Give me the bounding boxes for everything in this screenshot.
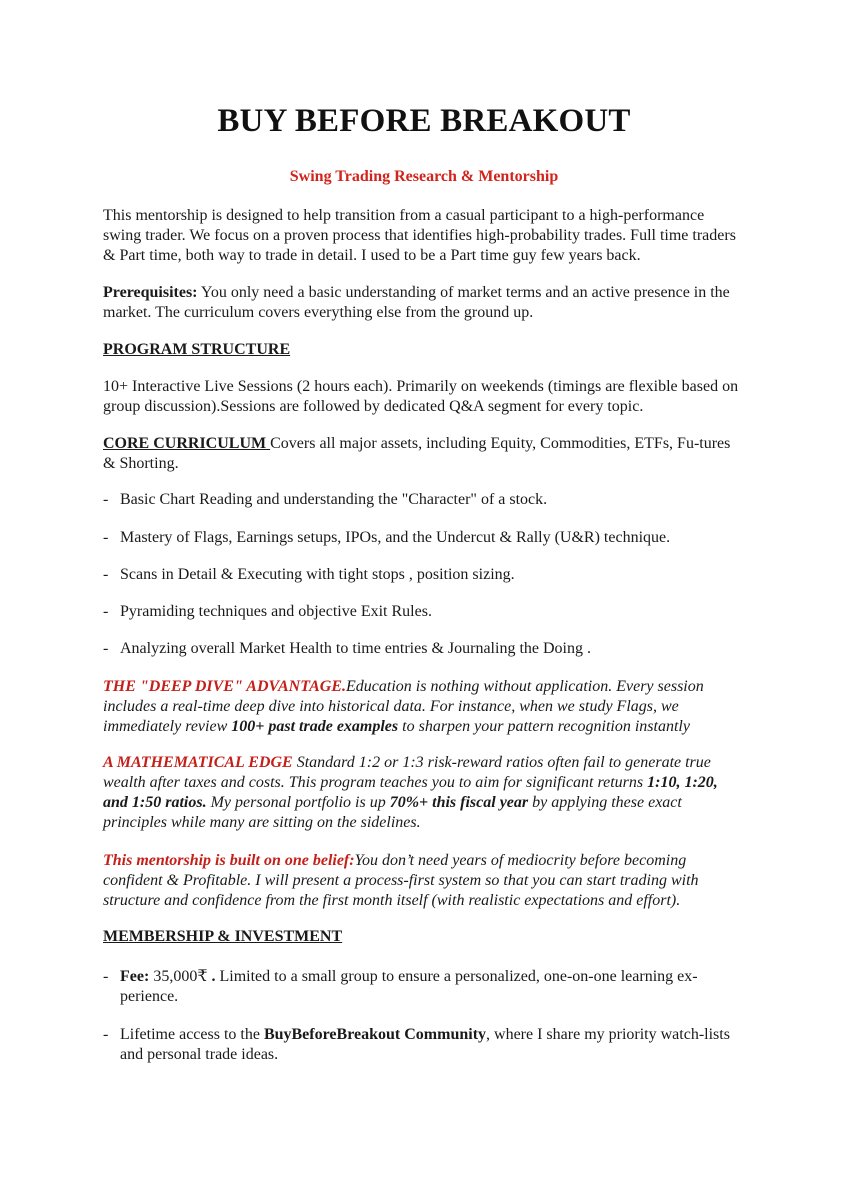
intro-paragraph: This mentorship is designed to help transition from a casual participant to a high-performance swing trader. We focus on a proven process that identifies high-probability trades. Full time traders & Part time, both way to trade in detail. I used to be a Part time guy few years back. [103,207,736,264]
core-curriculum-heading: CORE CURRICULUM [103,435,271,452]
fee-dot: . [211,968,216,985]
community-item [120,1025,746,1065]
curriculum-item: Scans in Detail & Executing with tight stops , position sizing. [120,566,515,583]
program-structure-text: 10+ Interactive Live Sessions (2 hours each). Primarily on weekends (timings are flexible based on group discussion).Sessions are followed by dedicated Q&A segment for every topic. [103,378,739,415]
deep-dive-text-end: to sharpen your pattern recognition instantly [398,718,690,735]
core-curriculum-text: Covers all major assets, including Equity, Commodities, ETFs, Fu-tures & Shorting. [103,435,731,472]
curriculum-item: Pyramiding techniques and objective Exit Rules. [120,603,432,620]
deep-dive-paragraph [103,677,746,737]
prerequisites-text: You only need a basic understanding of market terms and an active presence in the market. The curriculum covers everything else from the ground up. [103,284,730,321]
fee-value: 35,000₹ [149,968,212,985]
math-edge-ratios: 1:10, 1:20, and 1:50 ratios. [103,774,718,811]
curriculum-item: Mastery of Flags, Earnings setups, IPOs, and the Undercut & Rally (U&R) technique. [120,529,671,546]
deep-dive-label: THE "DEEP DIVE" ADVANTAGE. [103,678,346,695]
math-edge-paragraph [103,753,746,833]
curriculum-item: Basic Chart Reading and understanding the "Character" of a stock. [120,491,548,508]
math-edge-text: Standard 1:2 or 1:3 risk-reward ratios often fail to generate true wealth after taxes and costs. This program teaches you to aim for significant returns [103,754,711,791]
membership-heading: MEMBERSHIP & INVESTMENT [103,928,343,945]
curriculum-item: Analyzing overall Market Health to time entries & Journaling the Doing . [120,640,591,657]
bullet-marker: - [103,603,109,620]
fee-item [120,967,746,1007]
community-text: Lifetime access to the [120,1026,264,1043]
math-edge-performance: 70%+ this fiscal year [389,794,529,811]
math-edge-label: A MATHEMATICAL EDGE [103,754,293,771]
program-structure-heading: PROGRAM STRUCTURE [103,341,291,358]
prerequisites-label: Prerequisites: [103,284,198,301]
fee-label: Fee: [120,968,150,985]
deep-dive-highlight: 100+ past trade examples [231,718,399,735]
fee-text: Limited to a small group to ensure a personalized, one-on-one learning ex-perience. [120,968,698,1005]
bullet-marker: - [103,1026,109,1043]
belief-paragraph [103,851,746,911]
math-edge-text-3: by applying these exact principles while many are sitting on the sidelines. [103,794,682,831]
bullet-marker: - [103,968,109,985]
math-edge-text-2: My personal portfolio is up [206,794,390,811]
bullet-marker: - [103,566,109,583]
bullet-marker: - [103,640,109,657]
prerequisites-paragraph [103,283,746,323]
bullet-marker: - [103,529,109,546]
community-name: BuyBeforeBreakout Community [263,1026,487,1043]
deep-dive-text: Education is nothing without application. Every session includes a real-time deep dive into historical data. For instance, when we study Flags, we immediately review [103,678,704,735]
belief-label: This mentorship is built on one belief: [103,852,355,869]
belief-text: You don’t need years of mediocrity before becoming confident & Profitable. I will present a process-first system so that you can start trading with structure and confidence from the first month itself (with realistic expectations and effort). [103,852,699,909]
core-curriculum-paragraph [103,434,746,474]
document-title: BUY BEFORE BREAKOUT [217,103,631,139]
bullet-marker: - [103,491,109,508]
community-text-end: , where I share my priority watch-lists and personal trade ideas. [120,1026,730,1063]
document-subtitle: Swing Trading Research & Mentorship [289,168,559,185]
